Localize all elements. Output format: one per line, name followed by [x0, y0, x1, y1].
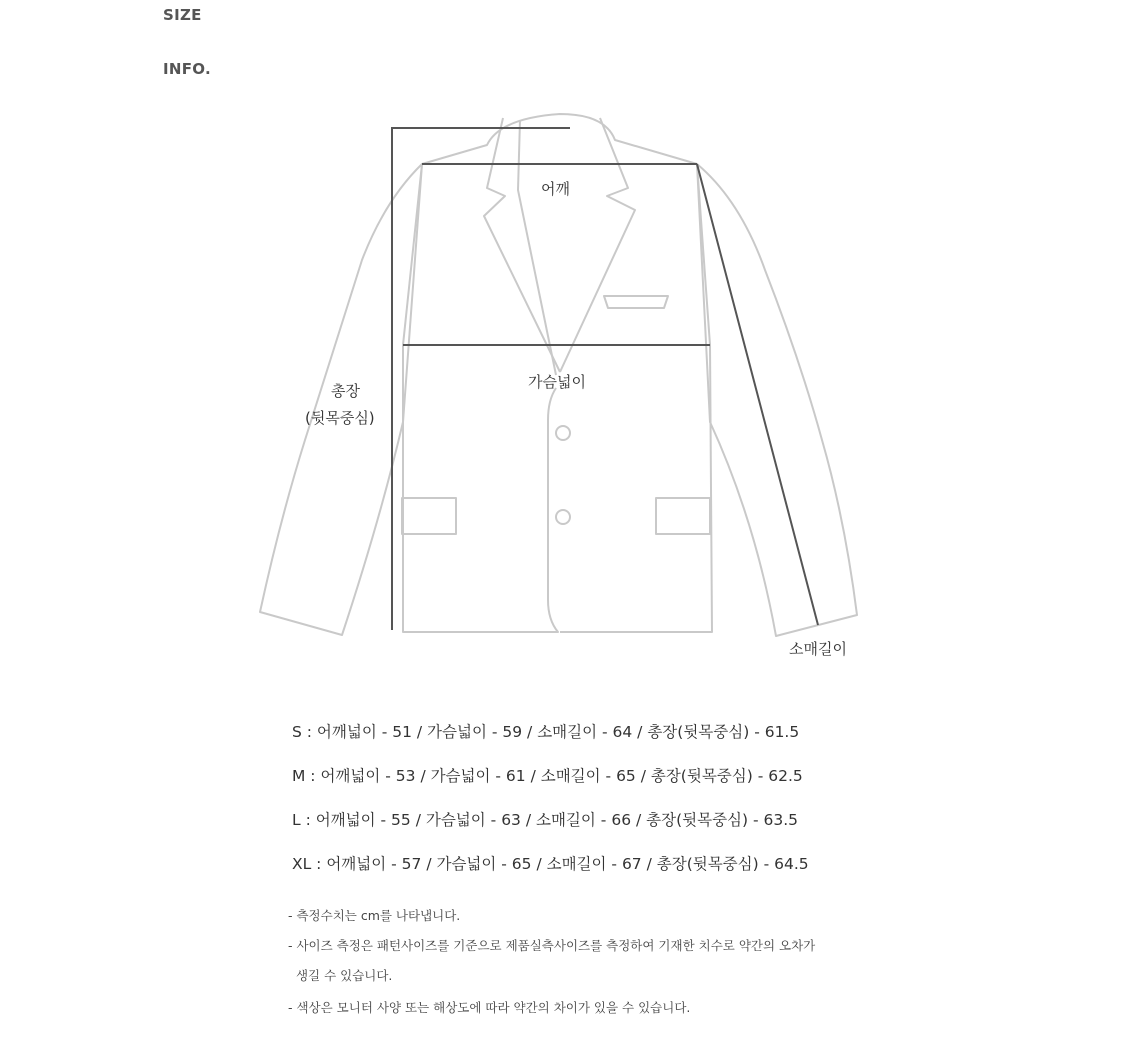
chest-label: 가슴넓이 [528, 373, 586, 391]
size-row-xl: XL : 어깨넓이 - 57 / 가슴넓이 - 65 / 소매길이 - 67 / 총장(뒷목중심) - 64.5 [292, 855, 809, 873]
info-heading: INFO. [163, 60, 212, 78]
size-row-l: L : 어깨넓이 - 55 / 가슴넓이 - 63 / 소매길이 - 66 / 총장(뒷목중심) - 63.5 [292, 811, 799, 829]
breast-pocket [604, 296, 668, 308]
length-label: 총장 [331, 382, 360, 400]
shoulder-label: 어깨 [541, 180, 570, 198]
note-measurement: - 사이즈 측정은 패턴사이즈를 기준으로 제품실측사이즈를 측정하여 기재한 치수로 약간의 오차가 [288, 938, 816, 953]
button [556, 510, 570, 524]
length-sub-label: (뒷목중심) [305, 409, 375, 427]
right-sleeve [697, 164, 857, 636]
right-flap-pocket [656, 498, 710, 534]
size-row-m: M : 어깨넓이 - 53 / 가슴넓이 - 61 / 소매길이 - 65 / 총장(뒷목중심) - 62.5 [292, 767, 803, 785]
size-heading: SIZE [163, 6, 202, 24]
jacket-body [403, 164, 558, 632]
note-unit: - 측정수치는 cm를 나타냅니다. [288, 908, 461, 923]
button [556, 426, 570, 440]
note-measurement-cont: 생길 수 있습니다. [288, 968, 393, 983]
size-row-s: S : 어깨넓이 - 51 / 가슴넓이 - 59 / 소매길이 - 64 / 총장(뒷목중심) - 61.5 [292, 723, 800, 741]
collar [422, 114, 697, 164]
note-color: - 색상은 모니터 사양 또는 해상도에 따라 약간의 차이가 있을 수 있습니다. [288, 1000, 691, 1015]
left-flap-pocket [402, 498, 456, 534]
sleeve-label: 소매길이 [789, 640, 847, 658]
